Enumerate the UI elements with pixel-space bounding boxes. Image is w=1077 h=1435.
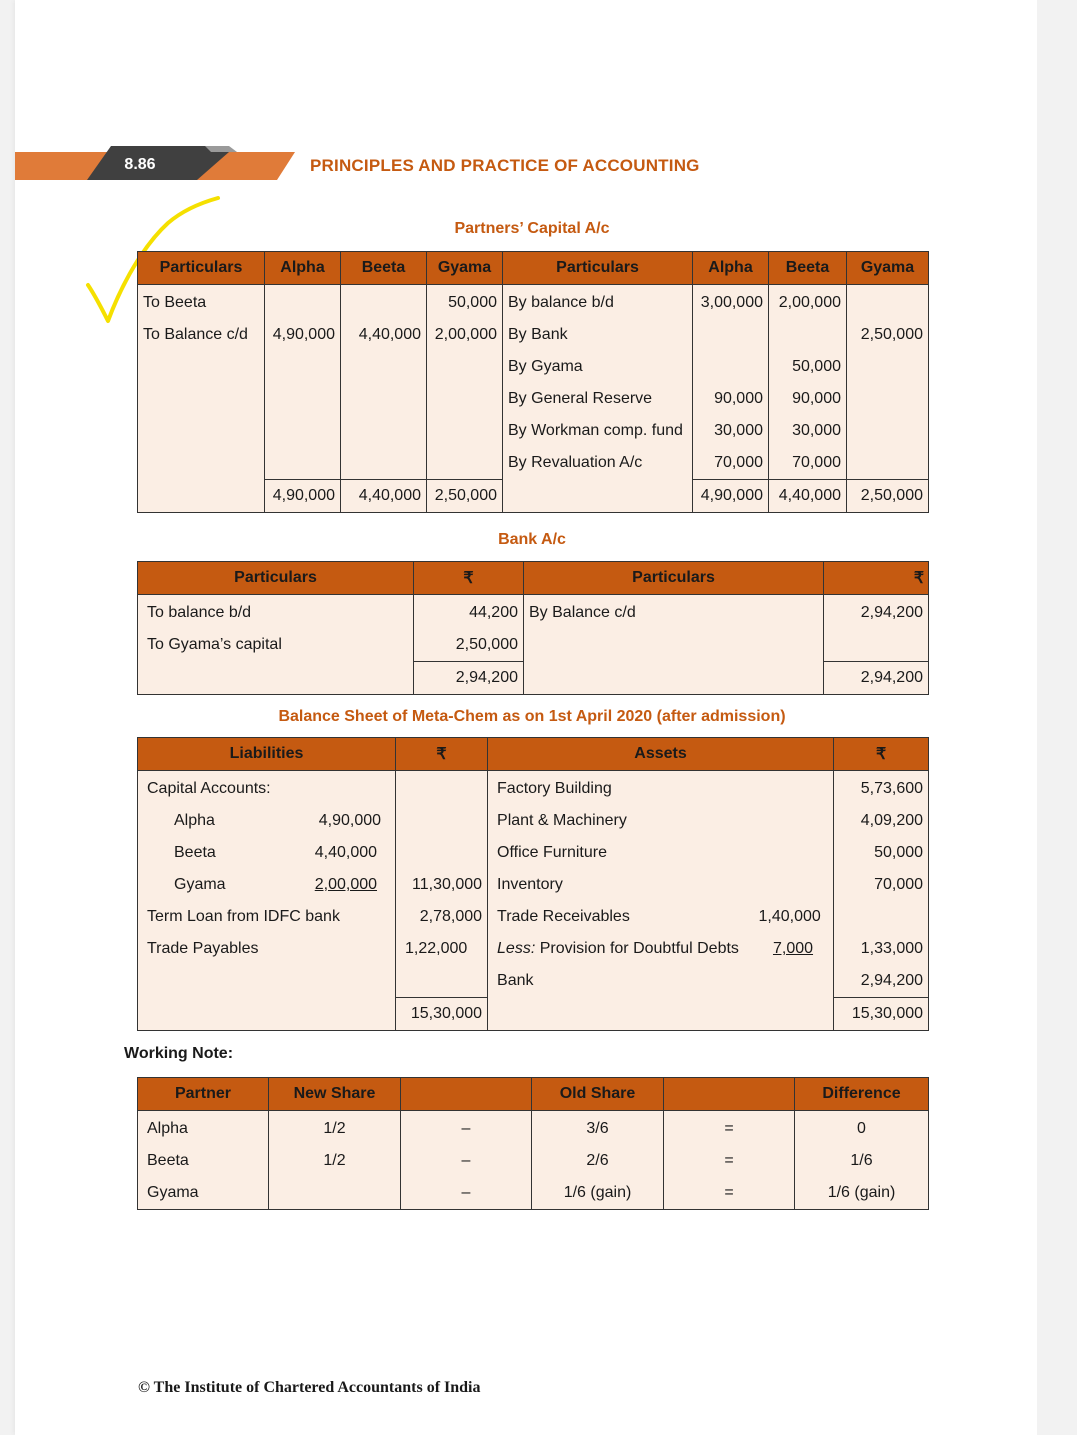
column-header: Particulars bbox=[138, 562, 414, 595]
table-row bbox=[138, 805, 929, 837]
right-margin bbox=[1037, 0, 1077, 1435]
column-header: ₹ bbox=[396, 738, 488, 771]
table-cell bbox=[138, 415, 265, 447]
table-cell: 1/2 bbox=[269, 1111, 401, 1146]
asset-label: Bank bbox=[488, 965, 834, 998]
balance-sheet-table bbox=[137, 737, 929, 1031]
asset-label: Plant & Machinery bbox=[488, 805, 834, 837]
table-cell: 1/6 (gain) bbox=[795, 1177, 929, 1210]
table-row bbox=[138, 837, 929, 869]
table-cell: 3,00,000 bbox=[693, 285, 769, 320]
table-cell: By Gyama bbox=[503, 351, 693, 383]
table-cell bbox=[341, 285, 427, 320]
total-cell: 4,40,000 bbox=[341, 480, 427, 513]
total-assets: 15,30,000 bbox=[834, 998, 929, 1031]
table-cell: 2/6 bbox=[532, 1145, 664, 1177]
column-header: New Share bbox=[269, 1078, 401, 1111]
table-cell: 4,40,000 bbox=[341, 319, 427, 351]
table-cell: = bbox=[664, 1177, 795, 1210]
table-cell: 70,000 bbox=[769, 447, 847, 480]
asset-label: Inventory bbox=[488, 869, 834, 901]
table-row bbox=[138, 869, 929, 901]
partner-name: Gyama bbox=[138, 869, 288, 901]
asset-inner-amount: 1,40,000 bbox=[754, 901, 834, 933]
table-cell bbox=[396, 837, 488, 869]
table-cell bbox=[524, 662, 824, 695]
capital-account-title: Partners’ Capital A/c bbox=[454, 220, 610, 237]
footer-copyright: © The Institute of Chartered Accountants of India bbox=[138, 1379, 481, 1396]
asset-label: Factory Building bbox=[488, 771, 834, 806]
asset-amount: 4,09,200 bbox=[834, 805, 929, 837]
column-header: Alpha bbox=[265, 252, 341, 285]
table-row bbox=[138, 415, 929, 447]
liability-label: Trade Payables bbox=[138, 933, 396, 965]
less-prefix: Less: bbox=[497, 940, 536, 957]
table-cell bbox=[138, 662, 414, 695]
left-margin bbox=[0, 0, 15, 1435]
table-cell bbox=[265, 383, 341, 415]
column-header: Gyama bbox=[847, 252, 929, 285]
table-cell bbox=[138, 447, 265, 480]
totals-row bbox=[138, 998, 929, 1031]
table-header-row bbox=[138, 738, 929, 771]
table-cell bbox=[427, 351, 503, 383]
table-cell bbox=[396, 965, 488, 998]
table-cell: 30,000 bbox=[769, 415, 847, 447]
table-cell: 44,200 bbox=[414, 595, 524, 630]
liability-amount: 1,22,000 bbox=[396, 933, 488, 965]
table-cell bbox=[503, 480, 693, 513]
column-header: Partner bbox=[138, 1078, 269, 1111]
table-cell: = bbox=[664, 1111, 795, 1146]
table-cell: 30,000 bbox=[693, 415, 769, 447]
table-cell: 4,90,000 bbox=[265, 319, 341, 351]
table-cell: 2,94,200 bbox=[824, 595, 929, 630]
total-cell: 2,94,200 bbox=[824, 662, 929, 695]
table-row bbox=[138, 1145, 929, 1177]
column-header: Alpha bbox=[693, 252, 769, 285]
table-cell bbox=[396, 805, 488, 837]
liability-label: Term Loan from IDFC bank bbox=[138, 901, 396, 933]
capital-accounts-label: Capital Accounts: bbox=[138, 771, 396, 806]
table-cell: By Revaluation A/c bbox=[503, 447, 693, 480]
table-row bbox=[138, 901, 929, 933]
table-cell: 1/2 bbox=[269, 1145, 401, 1177]
table-cell bbox=[427, 415, 503, 447]
asset-label: Trade Receivables bbox=[488, 901, 754, 933]
table-cell bbox=[269, 1177, 401, 1210]
asset-amount: 70,000 bbox=[834, 869, 929, 901]
table-cell: 0 bbox=[795, 1111, 929, 1146]
table-cell: – bbox=[401, 1177, 532, 1210]
table-cell: By balance b/d bbox=[503, 285, 693, 320]
capital-account-table bbox=[137, 251, 929, 513]
total-liabilities: 15,30,000 bbox=[396, 998, 488, 1031]
asset-amount: 50,000 bbox=[834, 837, 929, 869]
totals-row bbox=[138, 480, 929, 513]
column-header: Liabilities bbox=[138, 738, 396, 771]
table-cell bbox=[847, 447, 929, 480]
liability-amount: 2,78,000 bbox=[396, 901, 488, 933]
column-header: ₹ bbox=[824, 562, 929, 595]
table-cell: 50,000 bbox=[427, 285, 503, 320]
table-row bbox=[138, 933, 929, 965]
table-cell bbox=[427, 447, 503, 480]
table-cell: 2,00,000 bbox=[427, 319, 503, 351]
table-cell bbox=[824, 629, 929, 662]
table-cell: By Workman comp. fund bbox=[503, 415, 693, 447]
asset-amount: 1,33,000 bbox=[834, 933, 929, 965]
table-cell: = bbox=[664, 1145, 795, 1177]
working-note-title: Working Note: bbox=[124, 1045, 234, 1062]
table-cell: By Balance c/d bbox=[524, 595, 824, 630]
partner-amount: 4,40,000 bbox=[288, 837, 396, 869]
table-row bbox=[138, 285, 929, 320]
table-cell bbox=[138, 965, 396, 998]
partner-name: Alpha bbox=[138, 805, 288, 837]
table-header-row bbox=[138, 252, 929, 285]
table-cell: Beeta bbox=[138, 1145, 269, 1177]
table-cell: 2,50,000 bbox=[414, 629, 524, 662]
column-header bbox=[664, 1078, 795, 1111]
table-cell: 2,50,000 bbox=[847, 319, 929, 351]
table-cell bbox=[265, 415, 341, 447]
asset-label-cell bbox=[488, 933, 754, 965]
table-row bbox=[138, 1111, 929, 1146]
column-header: ₹ bbox=[414, 562, 524, 595]
table-cell bbox=[265, 285, 341, 320]
table-cell bbox=[341, 351, 427, 383]
table-cell bbox=[265, 351, 341, 383]
table-cell: Gyama bbox=[138, 1177, 269, 1210]
page-number: 8.86 bbox=[124, 156, 156, 173]
column-header: Particulars bbox=[138, 252, 265, 285]
table-cell: By General Reserve bbox=[503, 383, 693, 415]
table-cell bbox=[847, 383, 929, 415]
table-cell: By Bank bbox=[503, 319, 693, 351]
table-cell bbox=[341, 415, 427, 447]
table-cell: – bbox=[401, 1111, 532, 1146]
asset-label: Office Furniture bbox=[488, 837, 834, 869]
partner-amount: 4,90,000 bbox=[288, 805, 396, 837]
table-cell bbox=[524, 629, 824, 662]
working-note-table bbox=[137, 1077, 929, 1210]
table-cell bbox=[138, 383, 265, 415]
table-cell: 70,000 bbox=[693, 447, 769, 480]
table-cell bbox=[847, 285, 929, 320]
table-cell: 3/6 bbox=[532, 1111, 664, 1146]
table-cell: 50,000 bbox=[769, 351, 847, 383]
total-cell: 4,90,000 bbox=[693, 480, 769, 513]
table-row bbox=[138, 965, 929, 998]
partner-name: Beeta bbox=[138, 837, 288, 869]
table-cell bbox=[138, 480, 265, 513]
table-cell bbox=[847, 351, 929, 383]
bank-account-table bbox=[137, 561, 929, 695]
asset-inner-amount-cell bbox=[754, 933, 834, 965]
table-cell: – bbox=[401, 1145, 532, 1177]
partner-amount: 2,00,000 bbox=[314, 876, 378, 893]
table-cell: To balance b/d bbox=[138, 595, 414, 630]
table-cell bbox=[488, 998, 834, 1031]
table-row bbox=[138, 383, 929, 415]
asset-label: Provision for Doubtful Debts bbox=[535, 940, 739, 957]
total-cell: 2,94,200 bbox=[414, 662, 524, 695]
table-cell: 90,000 bbox=[769, 383, 847, 415]
table-row bbox=[138, 351, 929, 383]
table-cell: 2,00,000 bbox=[769, 285, 847, 320]
column-header: Particulars bbox=[503, 252, 693, 285]
column-header: Beeta bbox=[341, 252, 427, 285]
table-cell: To Gyama’s capital bbox=[138, 629, 414, 662]
partner-amount-cell bbox=[288, 869, 396, 901]
table-cell: To Balance c/d bbox=[138, 319, 265, 351]
column-header: ₹ bbox=[834, 738, 929, 771]
table-cell bbox=[341, 447, 427, 480]
table-cell bbox=[693, 319, 769, 351]
table-cell: 90,000 bbox=[693, 383, 769, 415]
asset-amount: 5,73,600 bbox=[834, 771, 929, 806]
table-row bbox=[138, 319, 929, 351]
table-row bbox=[138, 1177, 929, 1210]
table-cell: Alpha bbox=[138, 1111, 269, 1146]
totals-row bbox=[138, 662, 929, 695]
running-title: PRINCIPLES AND PRACTICE OF ACCOUNTING bbox=[310, 156, 700, 175]
total-cell: 4,40,000 bbox=[769, 480, 847, 513]
column-header bbox=[401, 1078, 532, 1111]
table-cell bbox=[427, 383, 503, 415]
total-cell: 2,50,000 bbox=[847, 480, 929, 513]
table-cell bbox=[138, 351, 265, 383]
table-cell: To Beeta bbox=[138, 285, 265, 320]
table-cell bbox=[265, 447, 341, 480]
capital-total: 11,30,000 bbox=[396, 869, 488, 901]
table-cell bbox=[138, 998, 396, 1031]
table-cell bbox=[847, 415, 929, 447]
total-cell: 4,90,000 bbox=[265, 480, 341, 513]
table-row bbox=[138, 447, 929, 480]
table-row bbox=[138, 595, 929, 630]
table-cell bbox=[769, 319, 847, 351]
balance-sheet-title: Balance Sheet of Meta-Chem as on 1st April 2020 (after admission) bbox=[278, 708, 786, 725]
table-cell: 1/6 (gain) bbox=[532, 1177, 664, 1210]
asset-amount: 2,94,200 bbox=[834, 965, 929, 998]
bank-account-title: Bank A/c bbox=[498, 531, 566, 548]
column-header: Assets bbox=[488, 738, 834, 771]
table-row bbox=[138, 771, 929, 806]
table-row bbox=[138, 629, 929, 662]
asset-amount bbox=[834, 901, 929, 933]
table-cell: 1/6 bbox=[795, 1145, 929, 1177]
column-header: Particulars bbox=[524, 562, 824, 595]
column-header: Gyama bbox=[427, 252, 503, 285]
table-header-row bbox=[138, 562, 929, 595]
column-header: Beeta bbox=[769, 252, 847, 285]
table-cell bbox=[341, 383, 427, 415]
total-cell: 2,50,000 bbox=[427, 480, 503, 513]
column-header: Difference bbox=[795, 1078, 929, 1111]
table-header-row bbox=[138, 1078, 929, 1111]
table-cell bbox=[396, 771, 488, 806]
column-header: Old Share bbox=[532, 1078, 664, 1111]
asset-inner-amount: 7,000 bbox=[772, 940, 814, 957]
table-cell bbox=[693, 351, 769, 383]
